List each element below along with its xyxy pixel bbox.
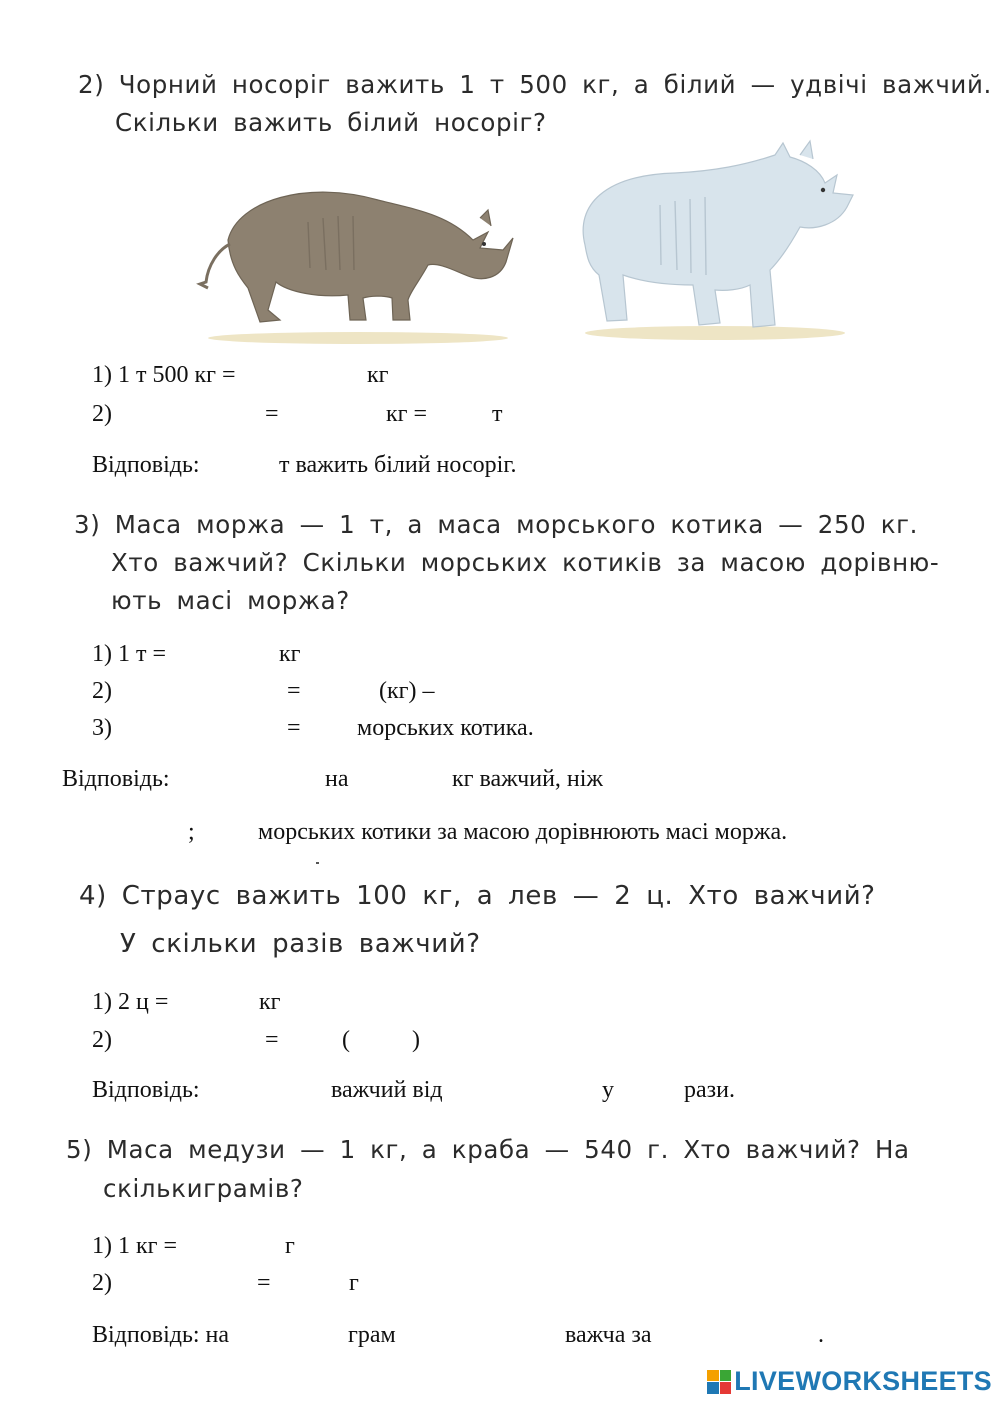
task2-step1-prefix: 1) 1 т 500 кг =	[92, 362, 236, 388]
task4-answer-times: рази.	[684, 1077, 735, 1103]
task4-answer-label: Відповідь:	[92, 1077, 200, 1103]
task4-step2-label: 2)	[92, 1027, 112, 1053]
task2-answer-label: Відповідь:	[92, 452, 200, 478]
task5-step2-equals: =	[257, 1270, 271, 1296]
task3-question-line1: 3) Маса моржа — 1 т, а маса морського котика — 250 кг.	[74, 510, 918, 539]
task4-step2-equals: =	[265, 1027, 279, 1053]
task5-step2-unit: г	[349, 1270, 359, 1296]
task4-step1-prefix: 1) 2 ц =	[92, 989, 169, 1015]
task2-question-line2: Скільки важить білий носоріг?	[115, 108, 547, 137]
task5-step1-prefix: 1) 1 кг =	[92, 1233, 178, 1259]
task4-answer-heavier-than: важчий від	[331, 1077, 443, 1103]
task4-question-line1: 4) Страус важить 100 кг, а лев — 2 ц. Хто важчий?	[79, 881, 876, 911]
task4-answer-in: у	[602, 1077, 614, 1103]
liveworksheets-icon	[707, 1370, 731, 1394]
task5-answer-gram: грам	[348, 1322, 396, 1348]
task5-step1-unit: г	[285, 1233, 295, 1259]
liveworksheets-logo-text: LIVEWORKSHEETS	[734, 1366, 992, 1396]
task2-step2-label: 2)	[92, 401, 112, 427]
task5-step2-label: 2)	[92, 1270, 112, 1296]
task3-question-line2: Хто важчий? Скільки морських котиків за масою дорівню-	[111, 548, 940, 577]
task3-step2-unit: (кг) –	[379, 678, 435, 704]
white-rhino-image	[565, 135, 865, 345]
task4-step2-close-paren: )	[412, 1027, 420, 1053]
task2-question-line1: 2) Чорний носоріг важить 1 т 500 кг, а білий — удвічі важчий.	[78, 70, 992, 99]
task2-step2-unit-kg: кг =	[386, 401, 428, 427]
task5-answer-label: Відповідь: на	[92, 1322, 230, 1348]
task3-step3-text: морських котика.	[357, 715, 534, 741]
task2-step2-equals: =	[265, 401, 279, 427]
task4-step1-unit: кг	[259, 989, 281, 1015]
task5-question-line1: 5) Маса медузи — 1 кг, а краба — 540 г. Хто важчий? На	[66, 1135, 910, 1164]
task5-answer-period: .	[818, 1322, 824, 1348]
task3-question-line3: ють масі моржа?	[111, 586, 350, 615]
task4-step2-open-paren: (	[342, 1027, 350, 1053]
task4-question-line2: У скільки разів важчий?	[120, 929, 481, 959]
stray-mark	[316, 862, 319, 864]
black-rhino-image	[188, 170, 528, 350]
task3-step1-unit: кг	[279, 641, 301, 667]
task5-answer-heavier-than: важча за	[565, 1322, 652, 1348]
task3-step1-prefix: 1) 1 т =	[92, 641, 167, 667]
task3-step2-equals: =	[287, 678, 301, 704]
task3-step2-label: 2)	[92, 678, 112, 704]
task3-step3-equals: =	[287, 715, 301, 741]
task3-answer2-text: морських котики за масою дорівнюють масі моржа.	[258, 819, 788, 845]
task3-answer-on: на	[325, 766, 349, 792]
task3-answer-label: Відповідь:	[62, 766, 170, 792]
task2-answer-text: т важить білий носоріг.	[279, 452, 517, 478]
task5-question-line2: скількиграмів?	[103, 1174, 304, 1203]
task3-step3-label: 3)	[92, 715, 112, 741]
liveworksheets-logo[interactable]	[707, 1366, 992, 1397]
task3-answer-heavier: кг важчий, ніж	[452, 766, 604, 792]
task2-step1-unit: кг	[367, 362, 389, 388]
task2-step2-unit-t: т	[492, 401, 503, 427]
task3-answer2-semicolon: ;	[188, 819, 195, 845]
